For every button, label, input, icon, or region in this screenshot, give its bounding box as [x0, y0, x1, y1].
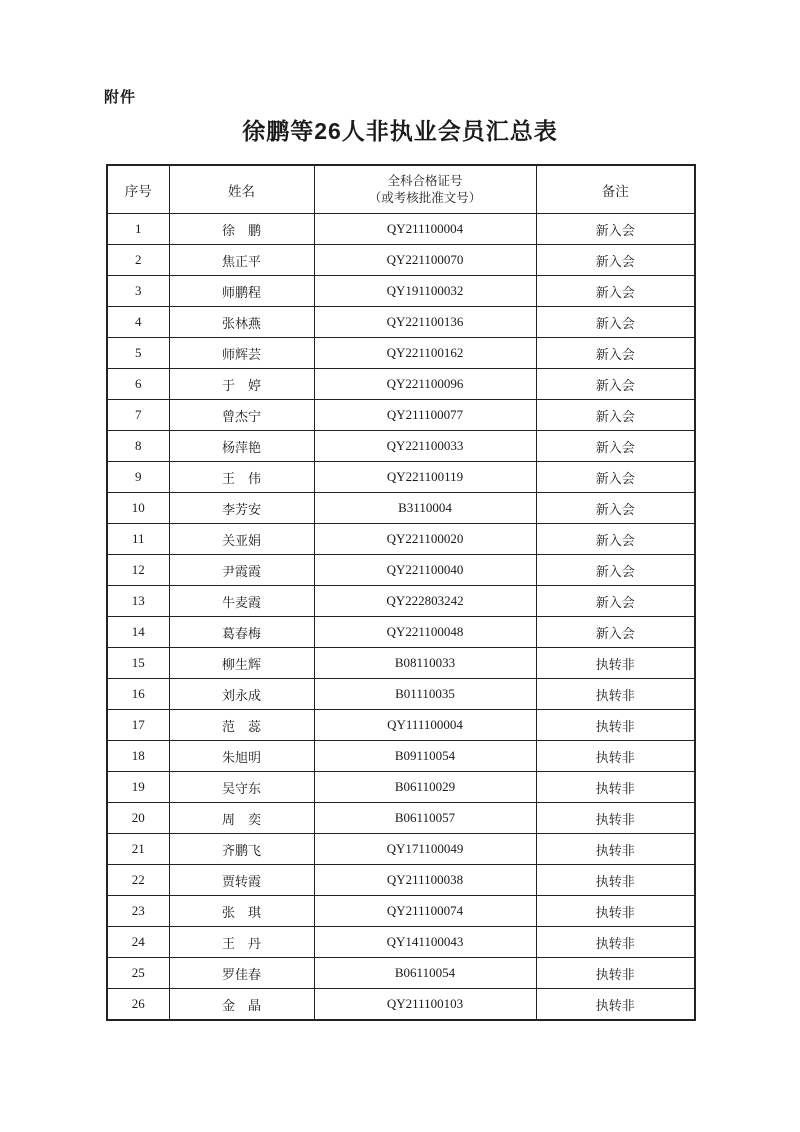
table-row — [107, 493, 695, 524]
remarks-cell: 新入会 — [536, 462, 695, 493]
table-body — [107, 214, 695, 1021]
certificate-cell: B3110004 — [314, 493, 536, 524]
certificate-cell: QY221100040 — [314, 555, 536, 586]
certificate-cell: QY221100136 — [314, 307, 536, 338]
remarks-cell: 新入会 — [536, 276, 695, 307]
table-row — [107, 648, 695, 679]
attachment-label: 附件 — [104, 89, 137, 106]
serial-number-cell: 17 — [107, 710, 169, 741]
name-cell: 尹霞霞 — [169, 555, 314, 586]
table-row — [107, 679, 695, 710]
serial-number-cell: 9 — [107, 462, 169, 493]
name-cell: 师鹏程 — [169, 276, 314, 307]
table-row — [107, 462, 695, 493]
table-row — [107, 369, 695, 400]
certificate-cell: QY221100096 — [314, 369, 536, 400]
header-certificate-number — [314, 165, 536, 214]
remarks-cell: 新入会 — [536, 400, 695, 431]
name-cell: 王 丹 — [169, 927, 314, 958]
table-row — [107, 772, 695, 803]
certificate-cell: QY221100070 — [314, 245, 536, 276]
remarks-cell: 执转非 — [536, 896, 695, 927]
name-cell: 金 晶 — [169, 989, 314, 1021]
serial-number-cell: 26 — [107, 989, 169, 1021]
remarks-cell: 新入会 — [536, 245, 695, 276]
serial-number-cell: 10 — [107, 493, 169, 524]
table-row — [107, 617, 695, 648]
table-row — [107, 524, 695, 555]
name-cell: 于 婷 — [169, 369, 314, 400]
serial-number-cell: 7 — [107, 400, 169, 431]
remarks-cell: 新入会 — [536, 338, 695, 369]
remarks-cell: 执转非 — [536, 741, 695, 772]
name-cell: 师辉芸 — [169, 338, 314, 369]
certificate-cell: B08110033 — [314, 648, 536, 679]
header-name: 姓名 — [169, 165, 314, 214]
remarks-cell: 执转非 — [536, 772, 695, 803]
certificate-cell: B06110029 — [314, 772, 536, 803]
table-row — [107, 803, 695, 834]
remarks-cell: 新入会 — [536, 493, 695, 524]
table-row — [107, 276, 695, 307]
remarks-cell: 执转非 — [536, 958, 695, 989]
remarks-cell: 执转非 — [536, 803, 695, 834]
table-row — [107, 586, 695, 617]
serial-number-cell: 6 — [107, 369, 169, 400]
serial-number-cell: 15 — [107, 648, 169, 679]
serial-number-cell: 8 — [107, 431, 169, 462]
remarks-cell: 执转非 — [536, 648, 695, 679]
certificate-cell: B01110035 — [314, 679, 536, 710]
certificate-cell: QY171100049 — [314, 834, 536, 865]
name-cell: 朱旭明 — [169, 741, 314, 772]
table-row — [107, 245, 695, 276]
name-cell: 徐 鹏 — [169, 214, 314, 245]
remarks-cell: 执转非 — [536, 927, 695, 958]
table-row — [107, 555, 695, 586]
remarks-cell: 新入会 — [536, 617, 695, 648]
header-serial-number: 序号 — [107, 165, 169, 214]
table-row — [107, 834, 695, 865]
members-table — [106, 164, 696, 1021]
certificate-cell: QY221100048 — [314, 617, 536, 648]
remarks-cell: 新入会 — [536, 369, 695, 400]
remarks-cell: 新入会 — [536, 586, 695, 617]
name-cell: 焦正平 — [169, 245, 314, 276]
name-cell: 刘永成 — [169, 679, 314, 710]
serial-number-cell: 16 — [107, 679, 169, 710]
table-row — [107, 431, 695, 462]
name-cell: 葛春梅 — [169, 617, 314, 648]
remarks-cell: 执转非 — [536, 865, 695, 896]
serial-number-cell: 18 — [107, 741, 169, 772]
table-row — [107, 710, 695, 741]
page-title: 徐鹏等26人非执业会员汇总表 — [242, 118, 558, 144]
name-cell: 柳生辉 — [169, 648, 314, 679]
certificate-cell: QY141100043 — [314, 927, 536, 958]
remarks-cell: 新入会 — [536, 555, 695, 586]
certificate-cell: QY211100103 — [314, 989, 536, 1021]
name-cell: 范 蕊 — [169, 710, 314, 741]
remarks-cell: 新入会 — [536, 307, 695, 338]
certificate-cell: B06110054 — [314, 958, 536, 989]
certificate-cell: QY221100033 — [314, 431, 536, 462]
serial-number-cell: 19 — [107, 772, 169, 803]
certificate-cell: QY222803242 — [314, 586, 536, 617]
serial-number-cell: 12 — [107, 555, 169, 586]
certificate-cell: QY221100020 — [314, 524, 536, 555]
remarks-cell: 执转非 — [536, 834, 695, 865]
table-header-row — [107, 165, 695, 214]
certificate-cell: QY211100004 — [314, 214, 536, 245]
certificate-cell: B09110054 — [314, 741, 536, 772]
remarks-cell: 新入会 — [536, 524, 695, 555]
name-cell: 吴守东 — [169, 772, 314, 803]
header-remarks: 备注 — [536, 165, 695, 214]
name-cell: 贾转霞 — [169, 865, 314, 896]
serial-number-cell: 11 — [107, 524, 169, 555]
serial-number-cell: 5 — [107, 338, 169, 369]
name-cell: 周 奕 — [169, 803, 314, 834]
name-cell: 李芳安 — [169, 493, 314, 524]
remarks-cell: 新入会 — [536, 214, 695, 245]
table-row — [107, 927, 695, 958]
certificate-cell: QY211100074 — [314, 896, 536, 927]
certificate-cell: QY191100032 — [314, 276, 536, 307]
serial-number-cell: 21 — [107, 834, 169, 865]
serial-number-cell: 20 — [107, 803, 169, 834]
remarks-cell: 执转非 — [536, 679, 695, 710]
serial-number-cell: 13 — [107, 586, 169, 617]
name-cell: 张 琪 — [169, 896, 314, 927]
certificate-cell: B06110057 — [314, 803, 536, 834]
serial-number-cell: 2 — [107, 245, 169, 276]
certificate-cell: QY211100038 — [314, 865, 536, 896]
table-row — [107, 865, 695, 896]
serial-number-cell: 23 — [107, 896, 169, 927]
remarks-cell: 执转非 — [536, 710, 695, 741]
certificate-cell: QY211100077 — [314, 400, 536, 431]
serial-number-cell: 14 — [107, 617, 169, 648]
header-certificate-line1: 全科合格证号 — [387, 174, 463, 189]
serial-number-cell: 4 — [107, 307, 169, 338]
table-row — [107, 958, 695, 989]
remarks-cell: 执转非 — [536, 989, 695, 1021]
table-row — [107, 989, 695, 1021]
header-certificate-line2: （或考核批准文号） — [368, 190, 482, 205]
name-cell: 张林燕 — [169, 307, 314, 338]
name-cell: 牛麦霞 — [169, 586, 314, 617]
serial-number-cell: 22 — [107, 865, 169, 896]
table-row — [107, 214, 695, 245]
serial-number-cell: 24 — [107, 927, 169, 958]
certificate-cell: QY221100162 — [314, 338, 536, 369]
name-cell: 关亚娟 — [169, 524, 314, 555]
name-cell: 曾杰宁 — [169, 400, 314, 431]
certificate-cell: QY111100004 — [314, 710, 536, 741]
serial-number-cell: 1 — [107, 214, 169, 245]
table-row — [107, 400, 695, 431]
name-cell: 罗佳春 — [169, 958, 314, 989]
table-row — [107, 338, 695, 369]
certificate-cell: QY221100119 — [314, 462, 536, 493]
name-cell: 齐鹏飞 — [169, 834, 314, 865]
serial-number-cell: 3 — [107, 276, 169, 307]
remarks-cell: 新入会 — [536, 431, 695, 462]
table-row — [107, 741, 695, 772]
serial-number-cell: 25 — [107, 958, 169, 989]
name-cell: 杨萍艳 — [169, 431, 314, 462]
table-row — [107, 307, 695, 338]
table-row — [107, 896, 695, 927]
name-cell: 王 伟 — [169, 462, 314, 493]
